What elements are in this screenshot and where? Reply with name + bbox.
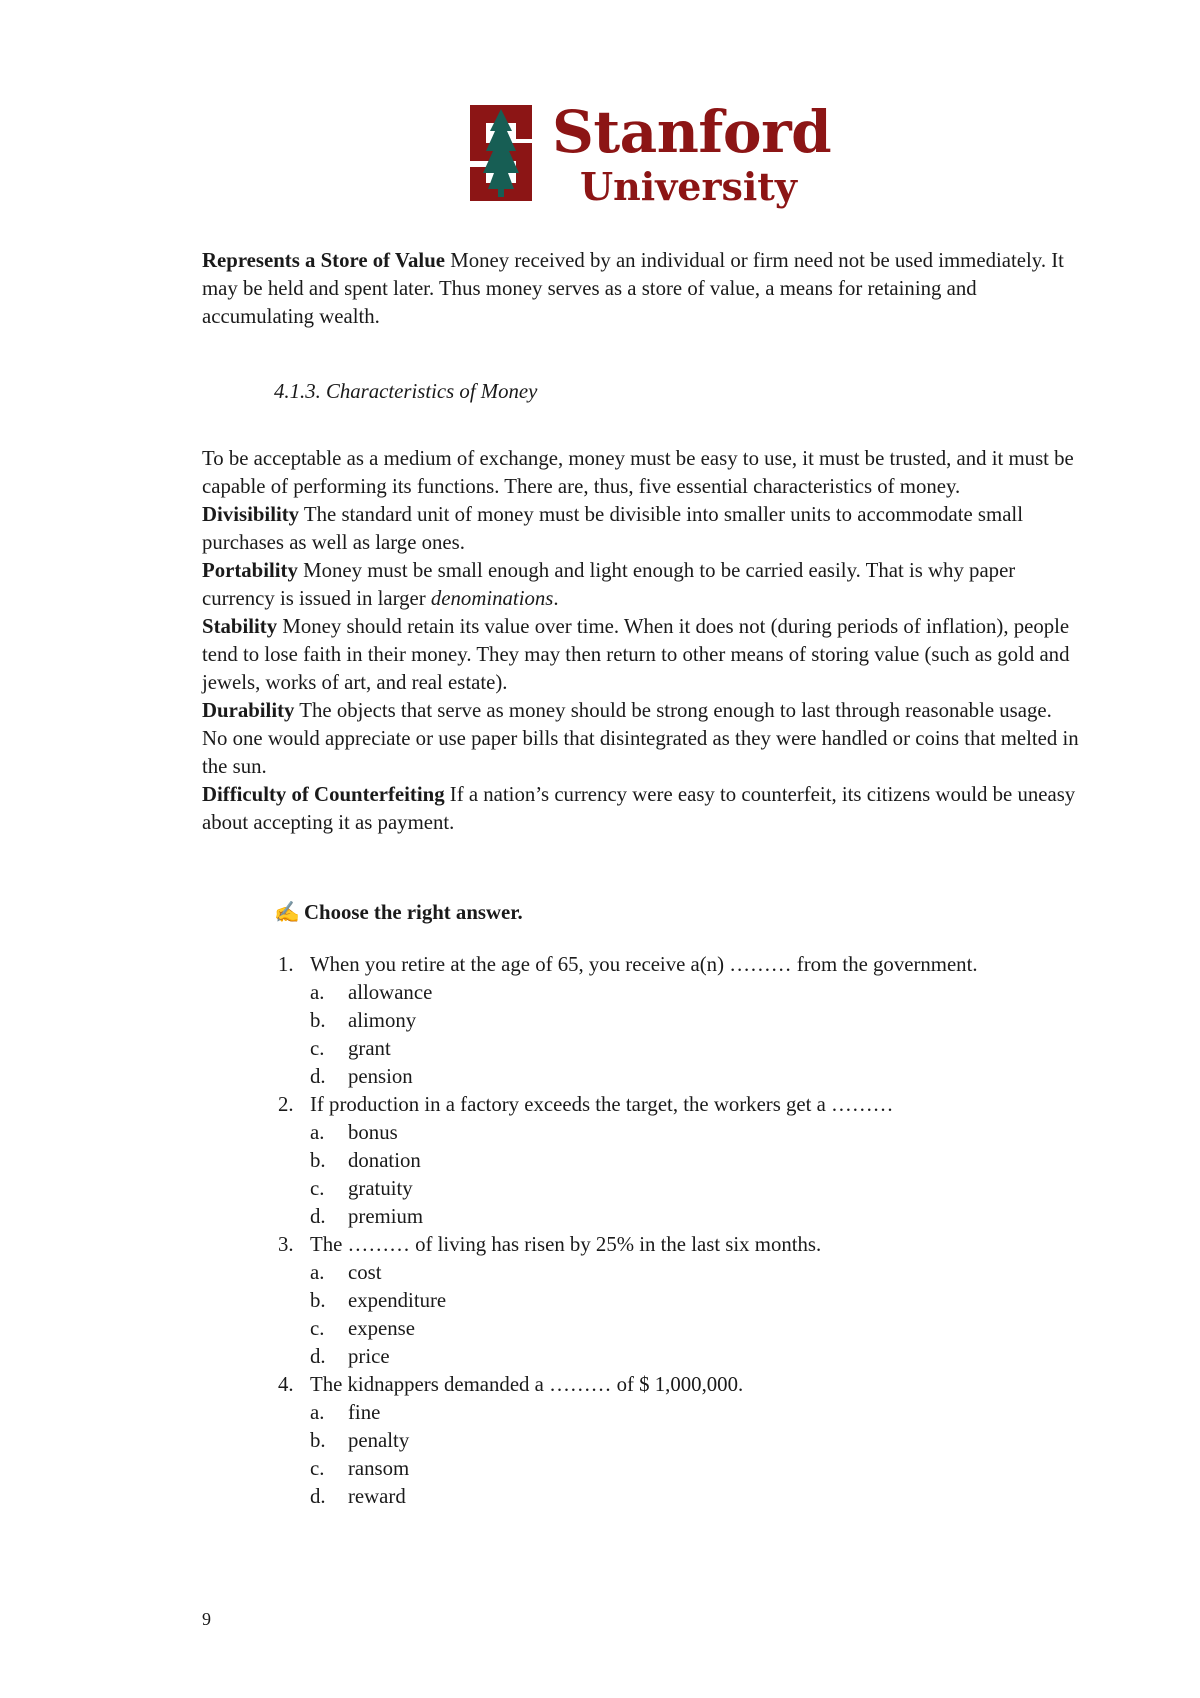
answer-option[interactable]	[310, 1259, 1038, 1287]
characteristic-divisibility	[202, 501, 1082, 557]
question-text: The ……… of living has risen by 25% in the last six months.	[310, 1233, 822, 1256]
answer-option[interactable]	[310, 1147, 1038, 1175]
question-text: The kidnappers demanded a ……… of $ 1,000,000.	[310, 1373, 744, 1396]
characteristic-text: Money should retain its value over time. When it does not (during periods of inflation), people tend to lose faith in their money. They may then return to other means of storing value (such as gold and jewels, works of art, and real estate).	[202, 615, 1070, 694]
answer-option[interactable]	[310, 1063, 1038, 1091]
question-item	[278, 951, 1038, 1091]
answer-option[interactable]	[310, 1007, 1038, 1035]
answer-option[interactable]	[310, 979, 1038, 1007]
intro-paragraph: To be acceptable as a medium of exchange, money must be easy to use, it must be trusted, and it must be capable of performing its functions. There are, thus, five essential characteristics of money.	[202, 447, 1074, 498]
characteristic-text: If a nation’s currency were easy to counterfeit, its citizens would be uneasy about accepting it as payment.	[202, 783, 1076, 834]
exercise-instruction-text: Choose the right answer.	[304, 901, 523, 924]
option-text: grant	[348, 1037, 391, 1060]
characteristic-term: Stability	[202, 615, 278, 638]
logo-line-1: Stanford	[552, 98, 832, 166]
option-letter: d.	[310, 1065, 326, 1088]
question-item	[278, 1371, 1038, 1511]
option-text: price	[348, 1345, 390, 1368]
answer-option[interactable]	[310, 1343, 1038, 1371]
characteristic-text: Money must be small enough and light enough to be carried easily. That is why paper currency is issued in larger	[202, 559, 1016, 610]
answer-option[interactable]	[310, 1427, 1038, 1455]
answer-option[interactable]	[310, 1203, 1038, 1231]
question-number: 3.	[278, 1233, 294, 1256]
answer-option[interactable]	[310, 1287, 1038, 1315]
option-text: cost	[348, 1261, 382, 1284]
option-letter: b.	[310, 1009, 326, 1032]
characteristic-text: The objects that serve as money should be strong enough to last through reasonable usage. No one would appreciate or use paper bills that disintegrated as they were handled or coins that melted in the sun.	[202, 699, 1079, 778]
question-list	[278, 951, 1038, 1511]
answer-option[interactable]	[310, 1399, 1038, 1427]
answer-option[interactable]	[310, 1483, 1038, 1511]
characteristic-term: Divisibility	[202, 503, 300, 526]
option-text: allowance	[348, 981, 433, 1004]
store-of-value-text: Money received by an individual or firm need not be used immediately. It may be held and spent later. Thus money serves as a store of value, a means for retaining and accumulating wealth.	[202, 249, 1064, 328]
store-of-value-paragraph	[202, 247, 1082, 331]
characteristic-durability	[202, 697, 1082, 781]
option-letter: b.	[310, 1149, 326, 1172]
answer-option[interactable]	[310, 1175, 1038, 1203]
store-of-value-term: Represents a Store of Value	[202, 249, 446, 272]
characteristic-term: Difficulty of Counterfeiting	[202, 783, 445, 806]
question-item	[278, 1231, 1038, 1371]
question-number: 4.	[278, 1373, 294, 1396]
option-text: alimony	[348, 1009, 417, 1032]
option-letter: d.	[310, 1485, 326, 1508]
characteristic-term: Durability	[202, 699, 295, 722]
characteristic-tail: .	[553, 587, 559, 610]
writing-hand-icon: ✍	[274, 901, 300, 924]
question-number: 2.	[278, 1093, 294, 1116]
option-text: pension	[348, 1065, 413, 1088]
option-text: donation	[348, 1149, 421, 1172]
question-text: When you retire at the age of 65, you receive a(n) ……… from the government.	[310, 953, 978, 976]
question-item	[278, 1091, 1038, 1231]
page-number: 9	[202, 1609, 211, 1629]
option-list	[310, 1259, 1038, 1371]
exercise-instruction	[274, 899, 523, 927]
logo-line-2: University	[580, 164, 797, 209]
stanford-logo	[466, 98, 832, 209]
option-text: ransom	[348, 1457, 410, 1480]
section-heading: 4.1.3. Characteristics of Money	[274, 380, 538, 403]
option-letter: b.	[310, 1289, 326, 1312]
option-text: bonus	[348, 1121, 398, 1144]
option-letter: a.	[310, 1121, 325, 1144]
option-text: expense	[348, 1317, 415, 1340]
option-letter: c.	[310, 1317, 325, 1340]
option-letter: d.	[310, 1345, 326, 1368]
answer-option[interactable]	[310, 1315, 1038, 1343]
option-letter: c.	[310, 1457, 325, 1480]
answer-option[interactable]	[310, 1035, 1038, 1063]
logo-wordmark	[552, 98, 832, 209]
characteristic-stability	[202, 613, 1082, 697]
option-letter: c.	[310, 1037, 325, 1060]
option-letter: c.	[310, 1177, 325, 1200]
characteristic-text: The standard unit of money must be divisible into smaller units to accommodate small purchases as well as large ones.	[202, 503, 1023, 554]
option-letter: a.	[310, 1401, 325, 1424]
option-letter: d.	[310, 1205, 326, 1228]
option-text: premium	[348, 1205, 424, 1228]
option-text: expenditure	[348, 1289, 447, 1312]
option-list	[310, 979, 1038, 1091]
option-text: reward	[348, 1485, 406, 1508]
characteristic-counterfeiting	[202, 781, 1082, 837]
option-letter: a.	[310, 1261, 325, 1284]
option-text: penalty	[348, 1429, 410, 1452]
question-number: 1.	[278, 953, 294, 976]
characteristic-portability	[202, 557, 1082, 613]
question-text: If production in a factory exceeds the target, the workers get a ………	[310, 1093, 894, 1116]
stanford-tree-s-icon	[466, 101, 536, 205]
characteristics-body	[202, 445, 1082, 837]
option-letter: b.	[310, 1429, 326, 1452]
option-text: fine	[348, 1401, 381, 1424]
option-list	[310, 1399, 1038, 1511]
answer-option[interactable]	[310, 1119, 1038, 1147]
option-letter: a.	[310, 981, 325, 1004]
answer-option[interactable]	[310, 1455, 1038, 1483]
option-list	[310, 1119, 1038, 1231]
characteristic-term: Portability	[202, 559, 298, 582]
option-text: gratuity	[348, 1177, 413, 1200]
characteristic-emphasis: denominations	[430, 587, 554, 610]
